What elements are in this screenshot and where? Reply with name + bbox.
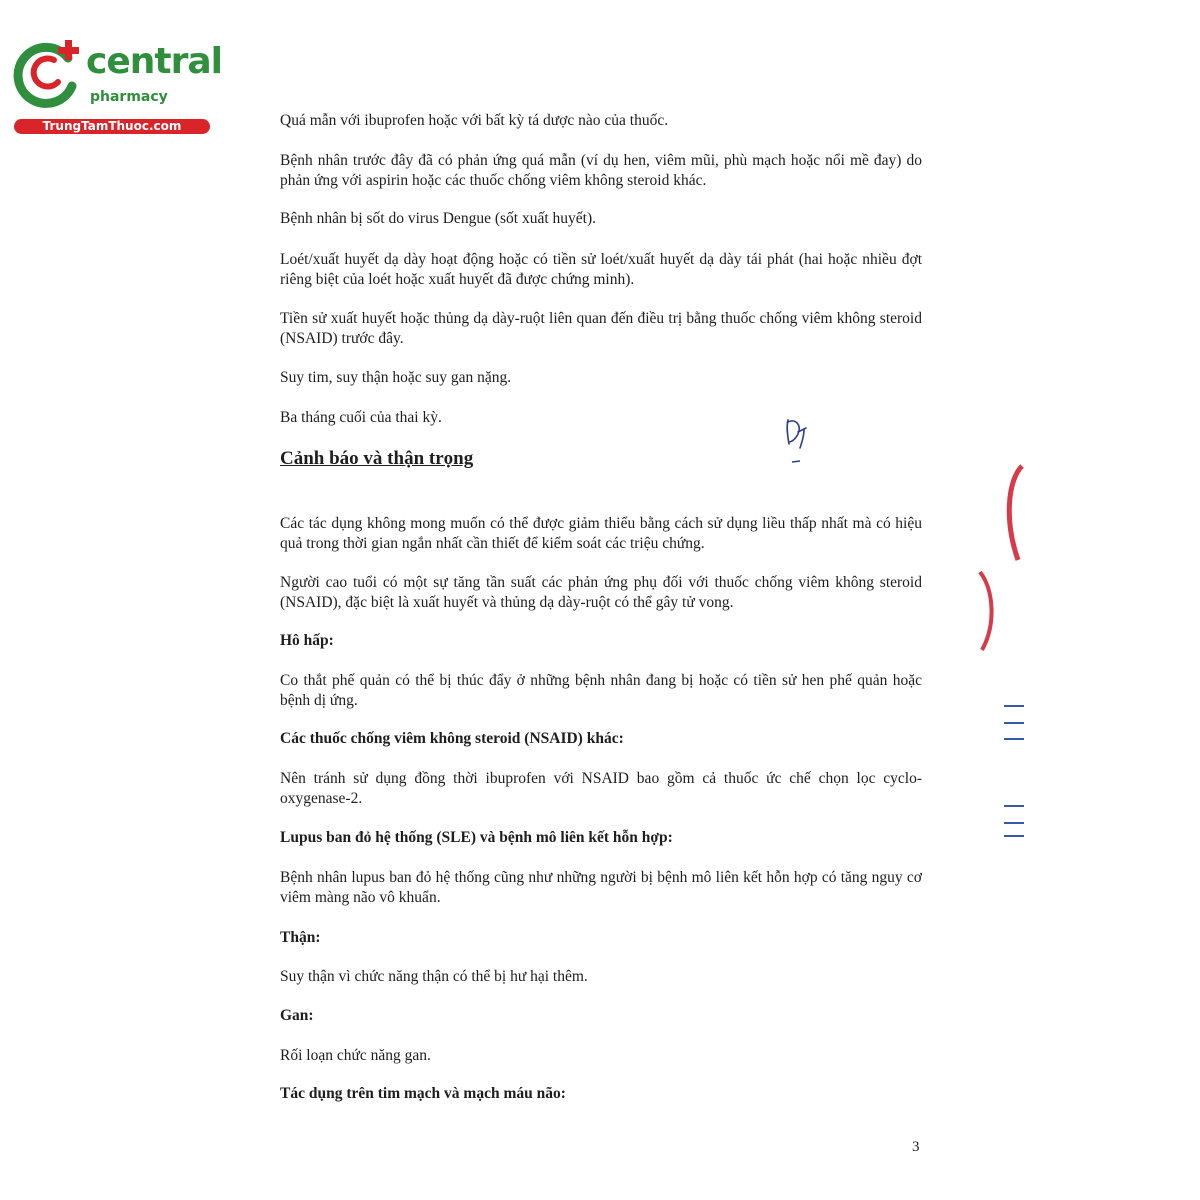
brand-subtitle: pharmacy [90, 89, 168, 105]
pharmacy-cross-logo-icon [10, 38, 90, 108]
contraindication-7: Ba tháng cuối của thai kỳ. [280, 409, 442, 426]
handwritten-initial-mark [780, 412, 820, 468]
contraindication-5: Tiền sử xuất huyết hoặc thủng dạ dày-ruột liên quan đến điều trị bằng thuốc chống viêm không steroid (NSAID) trước đây. [280, 310, 922, 347]
text-liver: Rối loạn chức năng gan. [280, 1047, 431, 1064]
subheading-lupus: Lupus ban đỏ hệ thống (SLE) và bệnh mô liên kết hỗn hợp: [280, 829, 673, 846]
subheading-other-nsaids: Các thuốc chống viêm không steroid (NSAID) khác: [280, 730, 624, 747]
warnings-intro-2: Người cao tuổi có một sự tăng tần suất các phản ứng phụ đối với thuốc chống viêm không steroid (NSAID), đặc biệt là xuất huyết và thủng dạ dày-ruột có thể gây tử vong. [280, 574, 922, 611]
text-kidney: Suy thận vì chức năng thận có thể bị hư hại thêm. [280, 968, 588, 985]
subheading-kidney: Thận: [280, 929, 321, 946]
text-lupus: Bệnh nhân lupus ban đỏ hệ thống cũng như những người bị bệnh mô liên kết hỗn hợp có tăng nguy cơ viêm màng não vô khuẩn. [280, 869, 922, 906]
contraindication-3: Bệnh nhân bị sốt do virus Dengue (sốt xuất huyết). [280, 210, 596, 227]
section-heading-warnings: Cảnh báo và thận trọng [280, 448, 474, 469]
page-number: 3 [912, 1139, 920, 1155]
contraindication-4: Loét/xuất huyết dạ dày hoạt động hoặc có tiền sử loét/xuất huyết dạ dày tái phát (hai hoặc nhiều đợt riêng biệt của loét hoặc xuất huyết đã được chứng minh). [280, 251, 922, 288]
contraindication-1: Quá mẫn với ibuprofen hoặc với bất kỳ tá dược nào của thuốc. [280, 112, 669, 129]
subheading-cardiovascular: Tác dụng trên tim mạch và mạch máu não: [280, 1085, 566, 1102]
stamp-fragments [960, 460, 1030, 860]
contraindication-6: Suy tim, suy thận hoặc suy gan nặng. [280, 369, 512, 386]
subheading-respiratory: Hô hấp: [280, 632, 334, 649]
text-other-nsaids: Nên tránh sử dụng đồng thời ibuprofen với NSAID bao gồm cả thuốc ức chế chọn lọc cyclo-oxygenase-2. [280, 770, 922, 807]
brand-name: central [86, 41, 222, 82]
subheading-liver: Gan: [280, 1007, 314, 1024]
contraindication-2: Bệnh nhân trước đây đã có phản ứng quá mẫn (ví dụ hen, viêm mũi, phù mạch hoặc nổi mề đay) do phản ứng với aspirin hoặc các thuốc chống viêm không steroid khác. [280, 152, 922, 189]
site-url-banner: TrungTamThuoc.com [14, 119, 210, 134]
warnings-intro-1: Các tác dụng không mong muốn có thể được giảm thiểu bằng cách sử dụng liều thấp nhất mà có hiệu quả trong thời gian ngắn nhất cần thiết để kiểm soát các triệu chứng. [280, 515, 922, 552]
text-respiratory: Co thắt phế quản có thể bị thúc đẩy ở những bệnh nhân đang bị hoặc có tiền sử hen phế quản hoặc bệnh dị ứng. [280, 672, 922, 709]
